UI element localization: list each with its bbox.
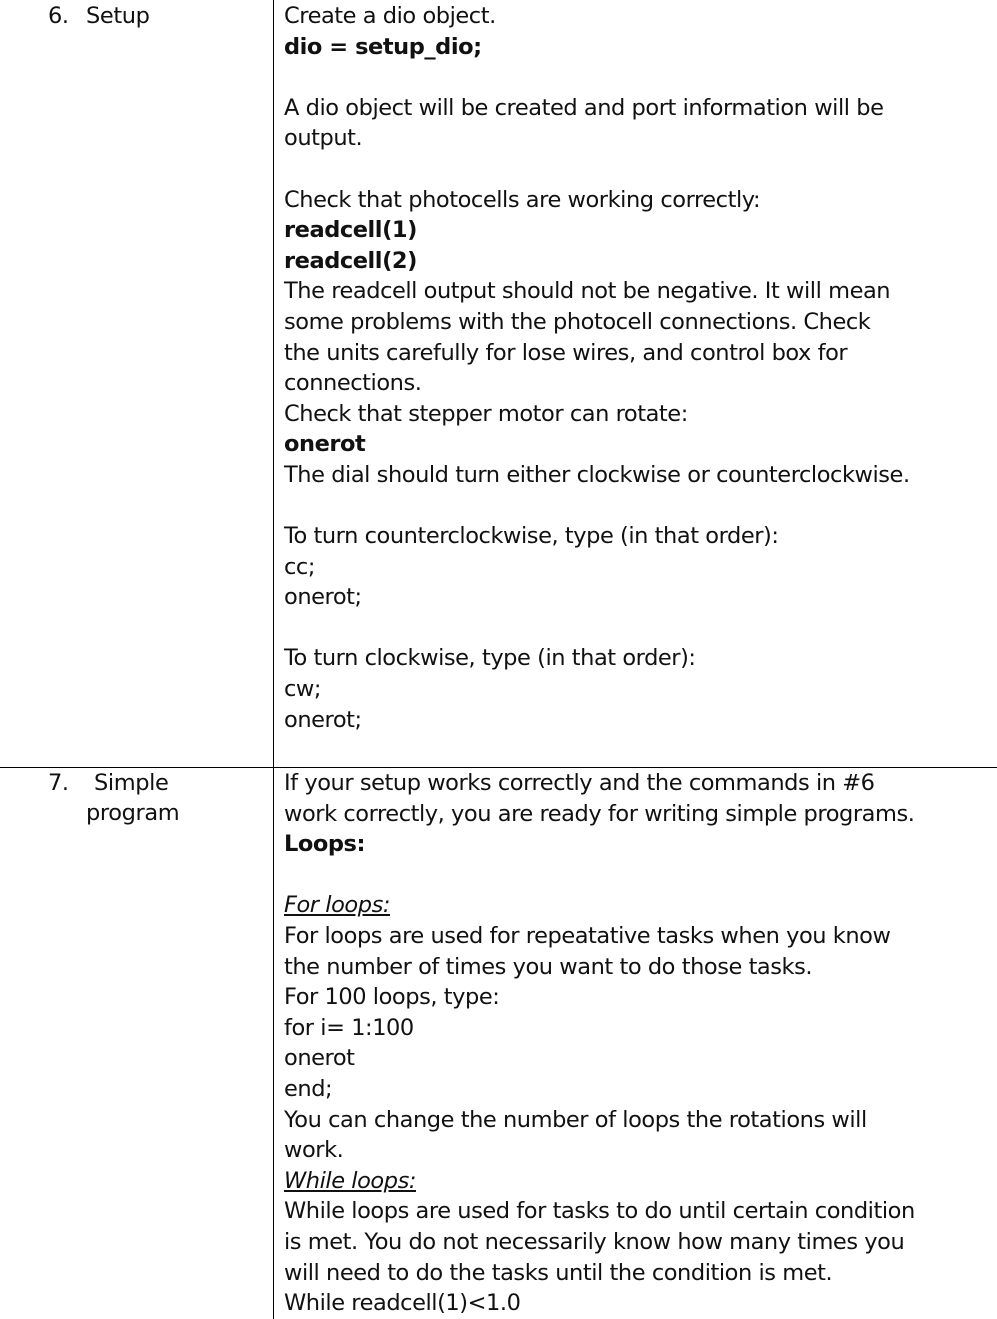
step-label-simple: Simple [94,770,169,796]
text-line: work correctly, you are ready for writing simple programs. [284,800,915,827]
text-line: the units carefully for lose wires, and control box for [284,339,848,366]
text-line: To turn counterclockwise, type (in that order): [284,523,779,550]
text-line: onerot; [284,584,362,611]
simple-program-instructions [284,768,992,1319]
step-label-program: program [86,800,180,826]
text-line: For 100 loops, type: [284,984,500,1011]
text-line: To turn clockwise, type (in that order): [284,645,696,672]
text-line: Check that photocells are working correctly: [284,186,761,213]
text-line: end; [284,1075,333,1102]
text-line: onerot [284,1045,355,1072]
code-command-line: readcell(1) [284,217,417,244]
text-line: cw; [284,676,322,703]
blank-line [284,860,992,891]
text-line: is met. You do not necessarily know how many times you [284,1228,905,1255]
setup-instructions [284,1,992,735]
text-line: connections. [284,370,422,397]
blank-line [284,613,992,644]
subheading: While loops: [284,1167,416,1194]
text-line: work. [284,1137,344,1164]
code-command-line: dio = setup_dio; [284,33,482,60]
step-number-7: 7. [48,770,69,796]
text-line: will need to do the tasks until the condition is met. [284,1259,833,1286]
blank-line [284,491,992,522]
subheading: For loops: [284,892,390,919]
code-command-line: onerot [284,431,366,458]
text-line: While loops are used for tasks to do until certain condition [284,1198,915,1225]
text-line: some problems with the photocell connections. Check [284,308,871,335]
step-number-6: 6. [48,3,69,29]
text-line [284,1166,992,1197]
text-line: The dial should turn either clockwise or counterclockwise. [284,461,910,488]
text-line: cc; [284,553,315,580]
text-line: For loops are used for repeatative tasks when you know [284,922,891,949]
text-line: for i= 1:100 [284,1014,414,1041]
blank-line [284,62,992,93]
text-line: If your setup works correctly and the commands in #6 [284,770,875,796]
text-line: A dio object will be created and port information will be [284,94,884,121]
text-line: Check that stepper motor can rotate: [284,400,688,427]
code-command-line: readcell(2) [284,247,417,274]
blank-line [284,154,992,185]
text-line: The readcell output should not be negative. It will mean [284,278,891,305]
step-label-setup: Setup [86,3,150,29]
text-line [284,890,992,921]
text-line: While readcell(1)<1.0 [284,1290,521,1317]
text-line: output. [284,125,363,152]
code-command-line: Loops: [284,831,366,858]
column-divider [273,0,274,1319]
text-line: You can change the number of loops the rotations will [284,1106,867,1133]
text-line: Create a dio object. [284,3,496,29]
text-line: the number of times you want to do those tasks. [284,953,813,980]
text-line: onerot; [284,706,362,733]
